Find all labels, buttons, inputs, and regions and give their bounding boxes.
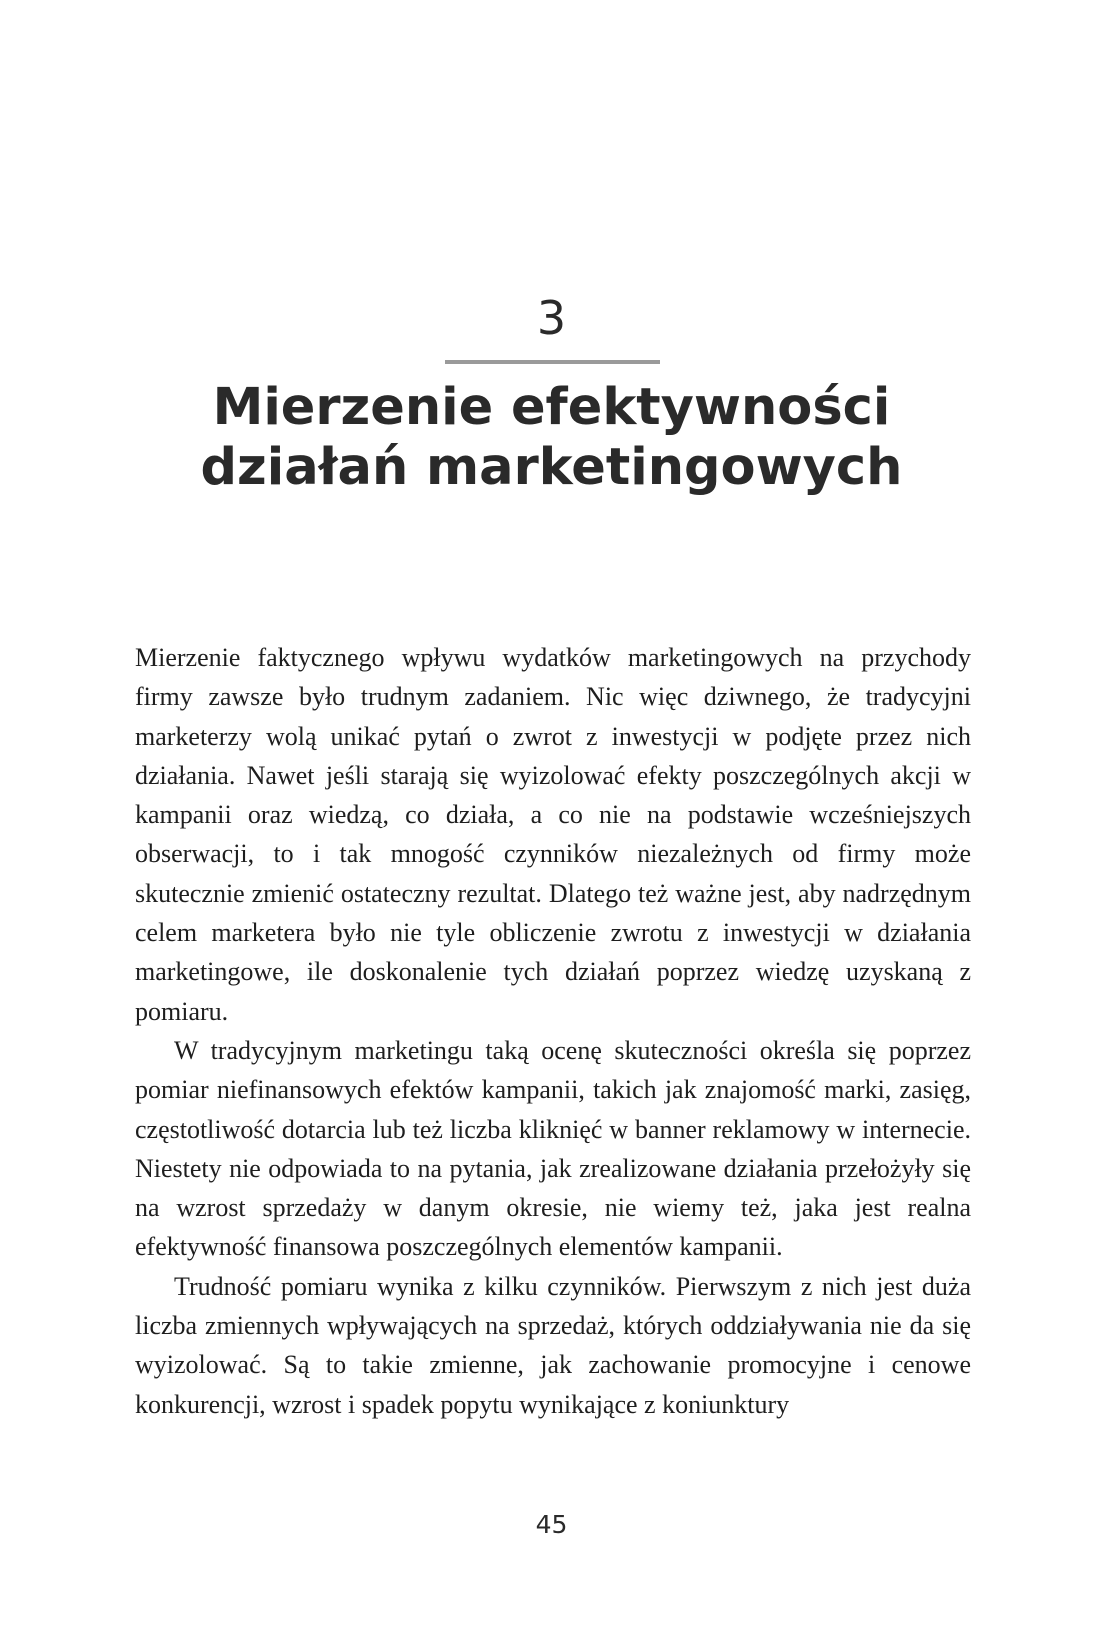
paragraph-3: Trudność pomiaru wynika z kilku czynników. Pierwszym z nich jest duża liczba zmiennych wpływających na sprzedaż, których oddziaływania nie da się wyizolować. Są to takie zmienne, jak zachowanie promocyjne i cenowe konkurencji, wzrost i spadek popytu wynikające z koniunktury — [135, 1271, 971, 1419]
chapter-title — [0, 378, 1103, 498]
page-number: 45 — [535, 1510, 568, 1539]
chapter-number: 3 — [536, 291, 567, 345]
chapter-divider — [445, 360, 660, 364]
paragraph-2: W tradycyjnym marketingu taką ocenę skuteczności określa się poprzez pomiar niefinansowych efektów kampanii, takich jak znajomość marki, zasięg, częstotliwość dotarcia lub też liczba kliknięć w banner reklamowy w internecie. Niestety nie odpowiada to na pytania, jak zrealizowane działania przełożyły się na wzrost sprzedaży w danym okresie, nie wiemy też, jaka jest realna efektywność finansowa poszczególnych elementów kampanii. — [135, 1035, 971, 1262]
paragraph-1: Mierzenie faktycznego wpływu wydatków marketingowych na przychody firmy zawsze było trudnym zadaniem. Nic więc dziwnego, że tradycyjni marketerzy wolą unikać pytań o zwrot z inwestycji w podjęte przez nich działania. Nawet jeśli starają się wyizolować efekty poszczególnych akcji w kampanii oraz wiedzą, co działa, a co nie na podstawie wcześniejszych obserwacji, to i tak mnogość czynników niezależnych od firmy może skutecznie zmienić ostateczny rezultat. Dlatego też ważne jest, aby nadrzędnym celem marketera było nie tyle obliczenie zwrotu z inwestycji w działania marketingowe, ile doskonalenie tych działań poprzez wiedzę uzyskaną z pomiaru. — [135, 643, 971, 1026]
chapter-title-line-1: Mierzenie efektywności — [212, 378, 891, 437]
body-text — [135, 638, 971, 1424]
chapter-title-line-2: działań marketingowych — [200, 438, 903, 497]
